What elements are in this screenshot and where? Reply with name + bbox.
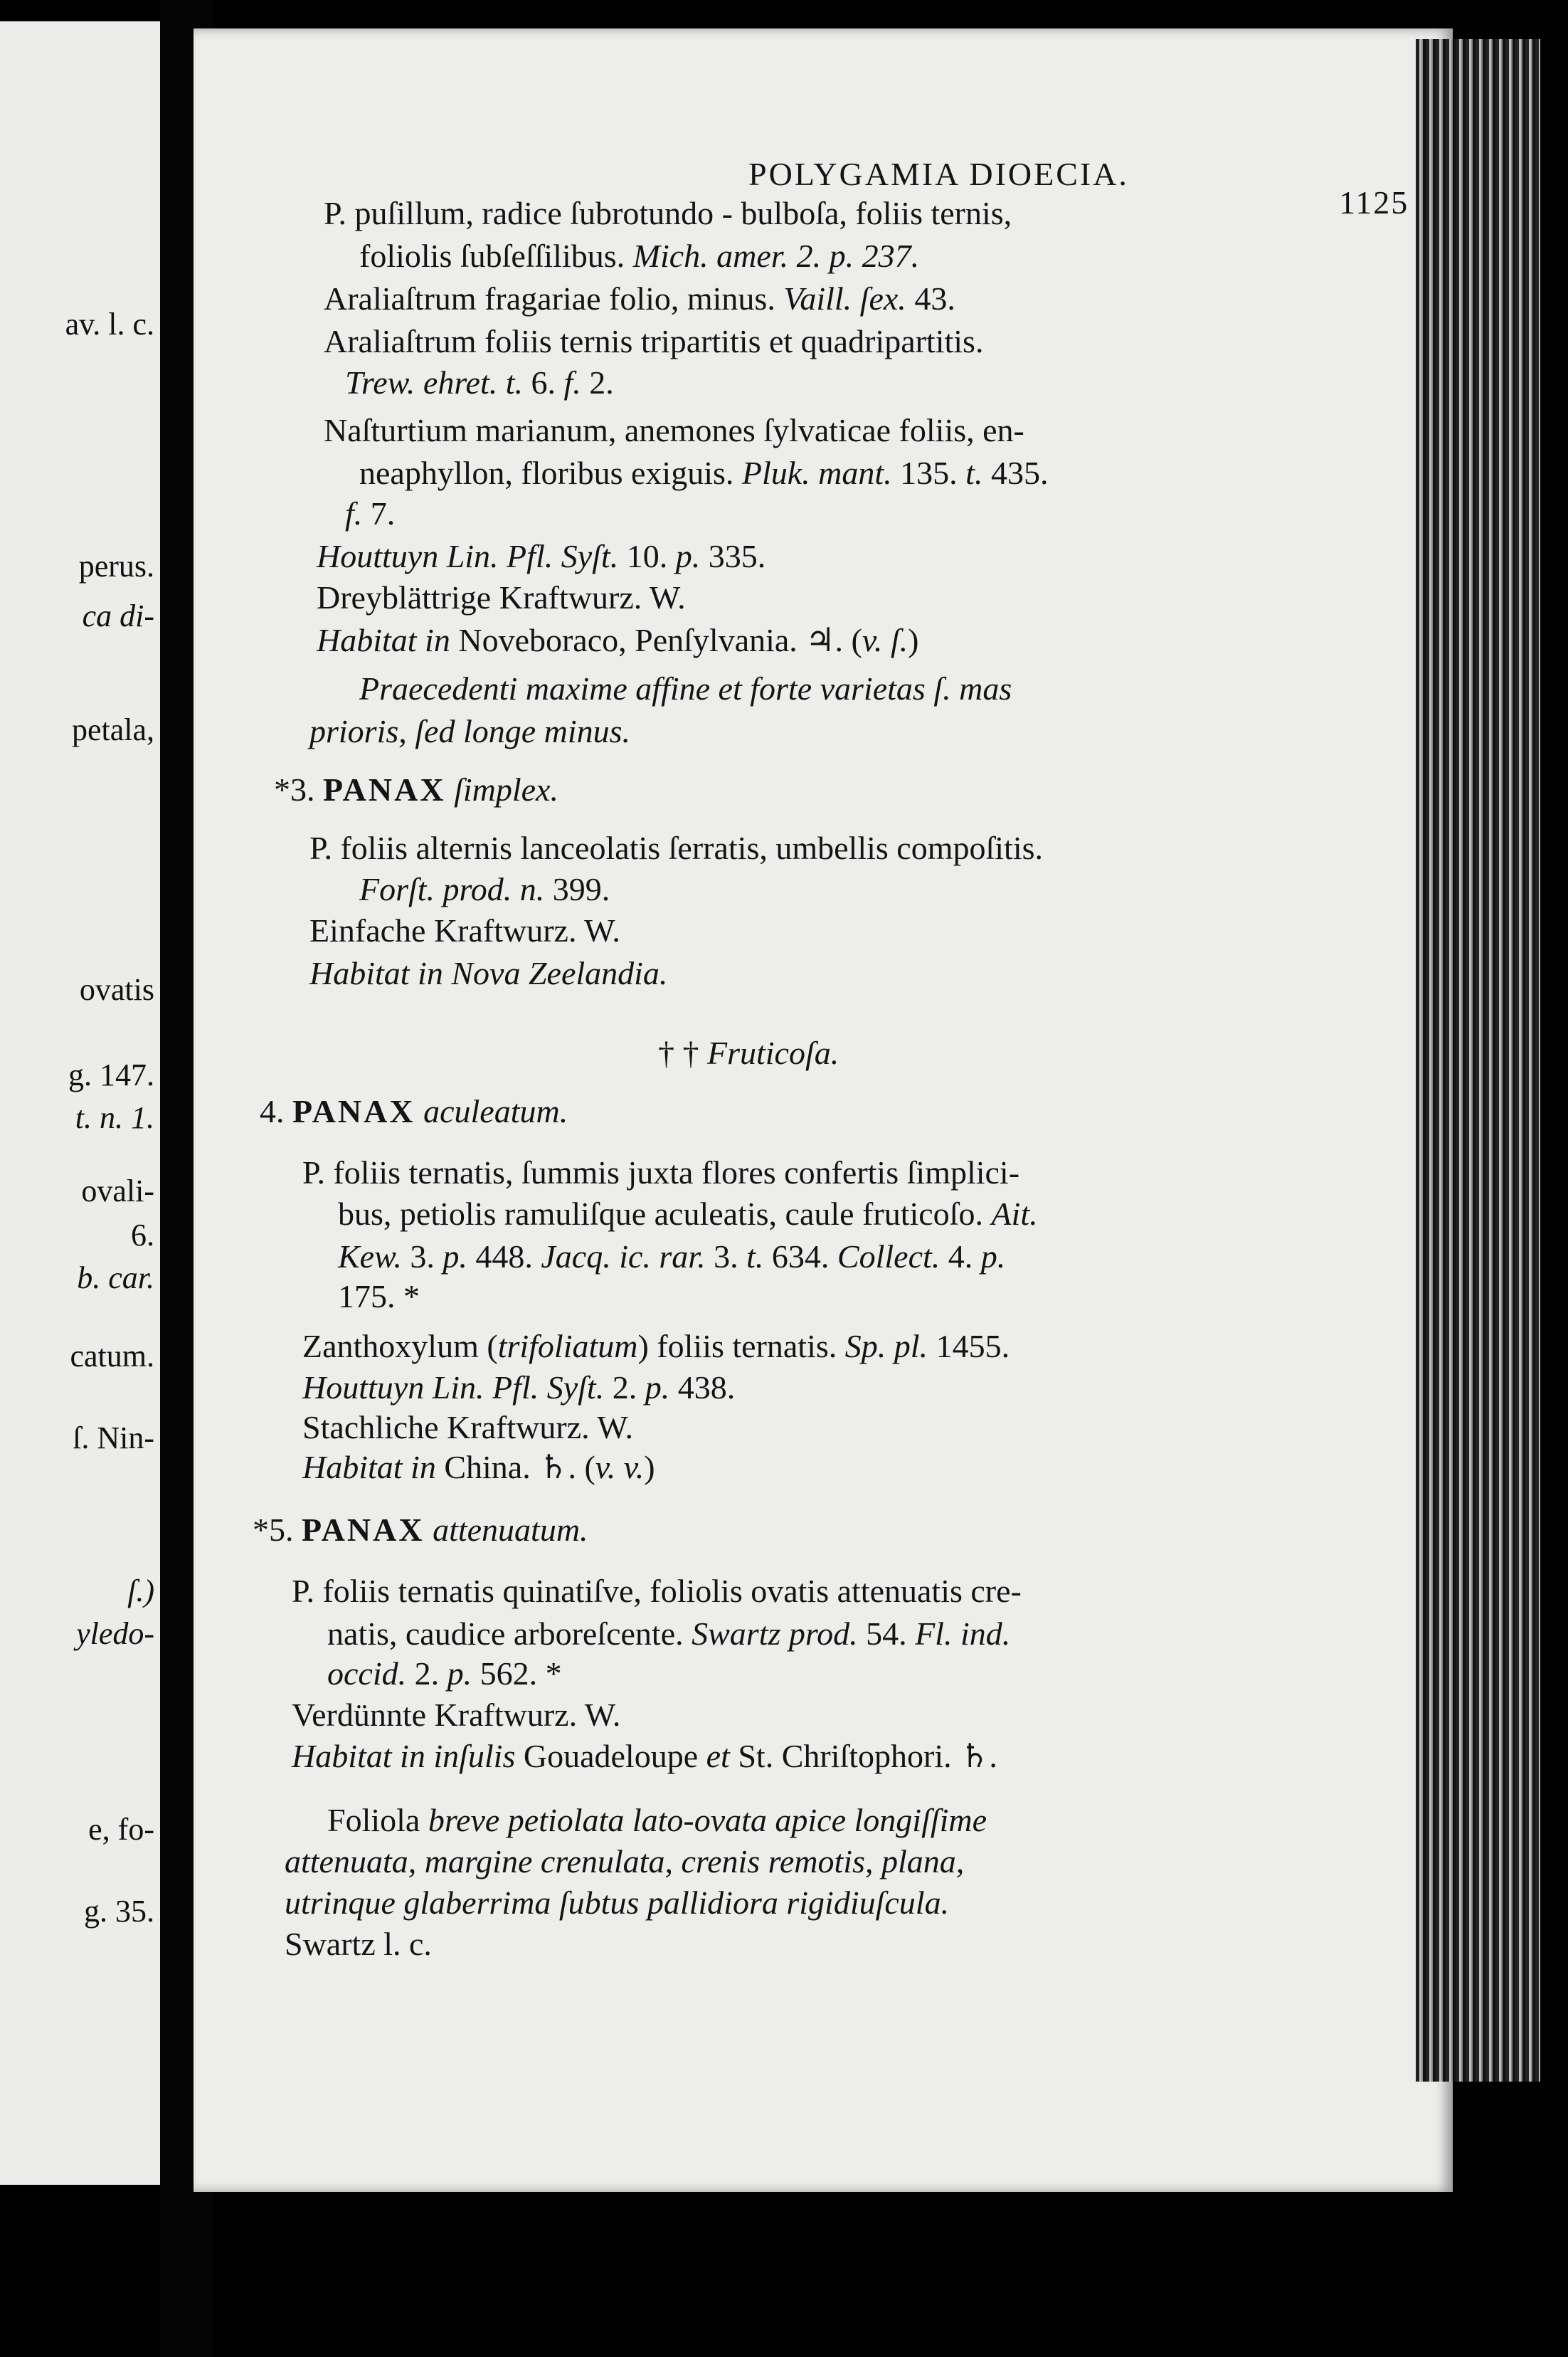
right-page xyxy=(194,28,1453,2192)
page-content xyxy=(194,28,1453,2192)
left-page-fragment: yledo- xyxy=(76,1616,154,1651)
text-run: Noveboraco, Penſylvania. ♃. ( xyxy=(450,622,862,658)
text-run: Dreyblättrige Kraftwurz. W. xyxy=(317,579,686,616)
text-line-nasturtium-1 xyxy=(324,411,1024,450)
left-page-fragment: av. l. c. xyxy=(65,307,154,342)
text-line-panax-attenuatum xyxy=(253,1511,588,1549)
text-run: 175. * xyxy=(338,1278,420,1314)
italic-run: Ait. xyxy=(991,1196,1038,1232)
text-run: ) xyxy=(908,622,919,658)
text-run: Stachliche Kraftwurz. W. xyxy=(302,1409,633,1445)
italic-run: Trew. ehret. t. xyxy=(345,364,524,401)
text-line-attenuatum-2 xyxy=(327,1615,1010,1653)
text-line-aculeatum-4 xyxy=(338,1277,420,1316)
italic-run: Houttuyn Lin. Pfl. Syſt. xyxy=(317,538,619,574)
text-line-simplex-1 xyxy=(309,829,1043,868)
scan-edge xyxy=(1540,43,1568,2078)
text-run: Einfache Kraftwurz. W. xyxy=(309,912,620,949)
text-line-foliola-1 xyxy=(327,1801,987,1840)
text-line-note-1 xyxy=(359,670,1012,708)
genus-name: PANAX xyxy=(323,771,446,808)
italic-run: Pluk. mant. xyxy=(741,455,892,491)
text-run: 2. xyxy=(406,1655,447,1692)
text-run: *3. xyxy=(274,771,323,808)
text-run: 2. xyxy=(581,364,614,401)
text-line-simplex-2 xyxy=(359,870,610,909)
text-run: Naſturtium marianum, anemones ſylvaticae foliis, en- xyxy=(324,412,1024,448)
text-run: 438. xyxy=(669,1369,736,1406)
text-line-zanthoxylum xyxy=(302,1327,1010,1366)
left-page-fragment: catum. xyxy=(70,1339,154,1373)
left-page-fragment: ovali- xyxy=(81,1174,154,1208)
left-page-fragment: t. n. 1. xyxy=(75,1100,154,1135)
italic-run: p. xyxy=(645,1369,670,1406)
left-page-fragment: 6. xyxy=(131,1218,154,1253)
text-run xyxy=(425,1512,433,1548)
text-run: 54. xyxy=(857,1615,916,1652)
text-run: ) xyxy=(644,1449,655,1485)
italic-run: attenuatum. xyxy=(433,1512,588,1548)
text-run: 135. xyxy=(891,455,966,491)
text-line-note-2 xyxy=(309,712,630,751)
text-line-attenuatum-3 xyxy=(327,1655,562,1693)
text-run: 3. xyxy=(705,1238,747,1275)
text-run: 7. xyxy=(362,495,396,532)
text-run: 634. xyxy=(763,1238,837,1275)
text-run: 562. * xyxy=(472,1655,562,1692)
left-page-fragment: b. car. xyxy=(77,1260,154,1295)
italic-run: Habitat in xyxy=(302,1449,436,1485)
italic-run: Habitat in Nova Zeelandia. xyxy=(309,955,668,991)
text-line-houttuyn-2 xyxy=(302,1369,735,1407)
left-page-fragment: ca di- xyxy=(82,599,154,633)
text-run: St. Chriſtophori. ♄. xyxy=(729,1738,997,1774)
italic-run: ſimplex. xyxy=(454,771,558,808)
text-run: neaphyllon, floribus exiguis. xyxy=(359,455,742,491)
text-run: 4. xyxy=(940,1238,981,1275)
italic-run: p. xyxy=(447,1655,472,1692)
text-line-dreyblattrige xyxy=(317,579,686,617)
page-number: 1125 xyxy=(1339,184,1409,221)
text-line-aculeatum-3 xyxy=(338,1238,1005,1276)
text-run: bus, petiolis ramuliſque aculeatis, caule fruticoſo. xyxy=(338,1196,992,1232)
text-run: Foliola xyxy=(327,1802,428,1838)
text-line-araliastrum-2 xyxy=(324,322,983,361)
text-line-attenuatum-1 xyxy=(292,1572,1022,1610)
text-run: Swartz l. c. xyxy=(285,1926,432,1962)
left-page-fragment: g. 147. xyxy=(68,1058,154,1092)
text-run: foliolis ſubſeſſilibus. xyxy=(359,238,633,274)
italic-run: f. xyxy=(345,495,363,532)
text-run: 3. xyxy=(401,1238,443,1275)
italic-run: trifoliatum xyxy=(497,1328,638,1364)
italic-run: Sp. pl. xyxy=(844,1328,928,1364)
text-line-stachliche xyxy=(302,1408,633,1447)
text-run: P. puſillum, radice ſubrotundo - bulboſa, foliis ternis, xyxy=(324,195,1012,231)
text-line-araliastrum-3 xyxy=(345,364,614,402)
text-run: 399. xyxy=(544,871,610,907)
italic-run: p. xyxy=(675,538,701,574)
left-page-fragment: g. 35. xyxy=(84,1894,154,1929)
italic-run: Swartz prod. xyxy=(692,1615,858,1652)
italic-run: Fruticoſa. xyxy=(707,1035,839,1071)
text-line-p-pusillum-2 xyxy=(359,237,919,275)
text-run: 4. xyxy=(260,1093,292,1129)
italic-run: t. xyxy=(746,1238,764,1275)
italic-run: Jacq. ic. rar. xyxy=(541,1238,706,1275)
italic-run: Collect. xyxy=(837,1238,941,1275)
text-line-araliastrum-1 xyxy=(324,280,955,318)
left-page-fragment: ſ. Nin- xyxy=(73,1420,154,1455)
text-run: ) foliis ternatis. xyxy=(637,1328,845,1364)
text-line-aculeatum-2 xyxy=(338,1195,1038,1233)
text-run: Zanthoxylum ( xyxy=(302,1328,498,1364)
italic-run: f. xyxy=(563,364,581,401)
left-facing-page xyxy=(0,21,162,2185)
text-line-habitat-1 xyxy=(317,621,919,660)
text-line-nasturtium-2 xyxy=(359,454,1048,492)
text-run xyxy=(446,771,455,808)
left-page-fragment: petala, xyxy=(71,712,154,747)
italic-run: p. xyxy=(443,1238,467,1275)
text-line-panax-aculeatum xyxy=(260,1092,568,1131)
text-line-panax-simplex xyxy=(274,771,558,809)
italic-run: Forſt. prod. n. xyxy=(359,871,545,907)
italic-run: et xyxy=(706,1738,730,1774)
text-line-einfache xyxy=(309,912,620,950)
text-line-foliola-4 xyxy=(285,1925,432,1963)
page-stack-edge xyxy=(1416,39,1540,2082)
italic-run: Habitat in xyxy=(317,622,450,658)
italic-run: Vaill. ſex. xyxy=(783,280,906,317)
text-line-houttuyn-1 xyxy=(317,537,766,576)
italic-run: t. xyxy=(965,455,983,491)
text-line-fruticosa xyxy=(658,1034,839,1072)
text-run: 43. xyxy=(906,280,955,317)
text-run: Araliaſtrum foliis ternis tripartitis et quadripartitis. xyxy=(324,323,984,359)
text-line-foliola-2 xyxy=(285,1842,964,1881)
text-line-p-pusillum-1 xyxy=(324,194,1012,233)
italic-run: utrinque glaberrima ſubtus pallidiora rigidiuſcula. xyxy=(285,1884,950,1921)
genus-name: PANAX xyxy=(292,1093,415,1129)
italic-run: Habitat in inſulis xyxy=(292,1738,516,1774)
text-run: Araliaſtrum fragariae folio, minus. xyxy=(324,280,784,317)
text-run: 335. xyxy=(700,538,766,574)
text-run: 10. xyxy=(618,538,676,574)
italic-run: attenuata, margine crenulata, crenis remotis, plana, xyxy=(285,1843,965,1879)
text-run: Verdünnte Kraftwurz. W. xyxy=(292,1697,621,1733)
genus-name: PANAX xyxy=(302,1512,425,1548)
italic-run: v. ſ. xyxy=(862,622,909,658)
left-page-fragment: ovatis xyxy=(79,972,154,1007)
italic-run: Mich. amer. 2. p. 237. xyxy=(632,238,920,274)
text-run: 435. xyxy=(982,455,1049,491)
text-line-habitat-3 xyxy=(302,1448,655,1487)
text-line-aculeatum-1 xyxy=(302,1154,1019,1192)
italic-run: Kew. xyxy=(338,1238,402,1275)
text-run: natis, caudice arboreſcente. xyxy=(327,1615,692,1652)
left-page-fragment: perus. xyxy=(78,549,154,584)
text-line-habitat-4 xyxy=(292,1737,997,1776)
text-run: P. foliis alternis lanceolatis ſerratis, umbellis compoſitis. xyxy=(309,830,1044,866)
text-line-nasturtium-3 xyxy=(345,495,395,533)
italic-run: p. xyxy=(980,1238,1006,1275)
text-line-habitat-2 xyxy=(309,954,667,993)
italic-run: Houttuyn Lin. Pfl. Syſt. xyxy=(302,1369,605,1406)
italic-run: Fl. ind. xyxy=(915,1615,1011,1652)
left-page-fragment: ſ.) xyxy=(127,1573,154,1608)
text-run: 6. xyxy=(523,364,564,401)
text-run: China. ♄. ( xyxy=(435,1449,595,1485)
text-run xyxy=(415,1093,424,1129)
running-head: POLYGAMIA DIOECIA. xyxy=(748,156,1129,192)
text-run: 1455. xyxy=(928,1328,1010,1364)
italic-run: Praecedenti maxime affine et forte varietas ſ. mas xyxy=(359,670,1012,707)
text-run: † † xyxy=(658,1035,707,1071)
text-run: P. foliis ternatis quinatiſve, foliolis ovatis attenuatis cre- xyxy=(292,1573,1022,1609)
text-run: 448. xyxy=(467,1238,541,1275)
text-line-foliola-3 xyxy=(285,1884,949,1922)
left-page-fragment: e, fo- xyxy=(88,1812,154,1847)
text-run: 2. xyxy=(604,1369,645,1406)
italic-run: aculeatum. xyxy=(423,1093,568,1129)
italic-run: v. v. xyxy=(595,1449,645,1485)
text-run: *5. xyxy=(253,1512,302,1548)
italic-run: breve petiolata lato-ovata apice longiſſime xyxy=(428,1802,987,1838)
text-run: P. foliis ternatis, ſummis juxta flores confertis ſimplici- xyxy=(302,1154,1020,1191)
italic-run: occid. xyxy=(327,1655,407,1692)
italic-run: prioris, ſed longe minus. xyxy=(309,713,631,749)
text-run: Gouadeloupe xyxy=(515,1738,706,1774)
text-line-verdunnte xyxy=(292,1696,620,1734)
